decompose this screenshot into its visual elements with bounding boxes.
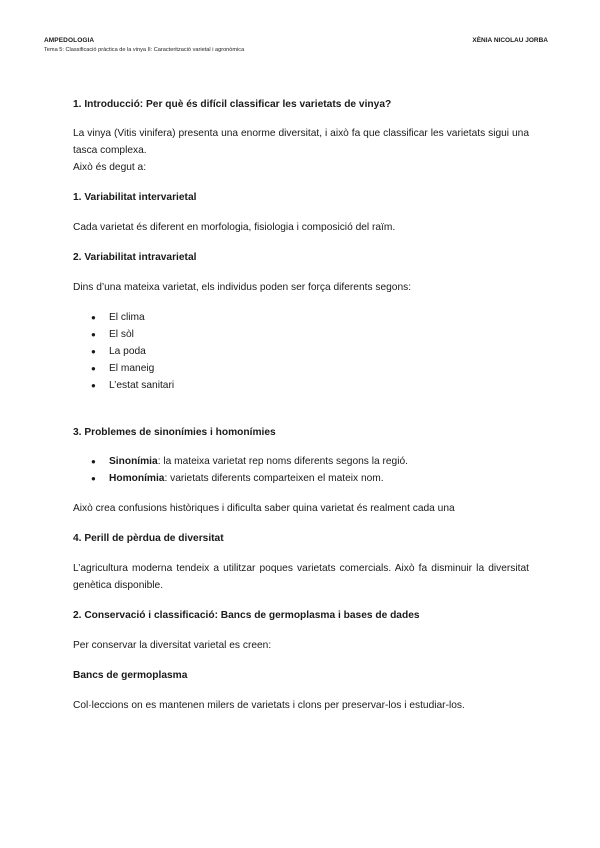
header-topic: Tema 5: Classificació pràctica de la vinya II: Caracterització varietal i agronòmica bbox=[44, 47, 245, 53]
header-subject: AMPEDOLOGIA bbox=[44, 37, 95, 44]
intro-due-to: Això és degut a: bbox=[73, 162, 147, 173]
conservation-intro: Per conservar la diversitat varietal es creen: bbox=[73, 640, 272, 651]
desc-sinonimia: : la mateixa varietat rep noms diferents segons la regió. bbox=[157, 456, 408, 467]
germoplasma-text: Col·leccions on es mantenen milers de varietats i clons per preservar-los i estudiar-los. bbox=[73, 700, 465, 711]
synonyms-heading: 3. Problemes de sinonímies i homonímies bbox=[73, 427, 276, 438]
synonyms-conclusion: Això crea confusions històriques i dificulta saber quina varietat és realment cada una bbox=[73, 503, 455, 514]
header-author: XÈNIA NICOLAU JORBA bbox=[472, 37, 548, 44]
term-sinonimia: Sinonímia bbox=[109, 456, 158, 467]
loss-heading: 4. Perill de pèrdua de diversitat bbox=[73, 533, 224, 544]
intro-paragraph: La vinya (Vitis vinifera) presenta una enorme diversitat, i això fa que classificar les varietats sigui una tasca complexa. bbox=[73, 128, 529, 156]
term-homonimia: Homonímia bbox=[109, 473, 165, 484]
document-body bbox=[73, 96, 529, 714]
intravarietal-heading: 2. Variabilitat intravarietal bbox=[73, 252, 197, 263]
desc-homonimia: : varietats diferents comparteixen el mateix nom. bbox=[164, 473, 384, 484]
list-item bbox=[91, 453, 529, 470]
synonyms-list bbox=[73, 453, 529, 487]
list-item: ● El maneig bbox=[91, 360, 529, 377]
intervarietal-heading: 1. Variabilitat intervarietal bbox=[73, 192, 197, 203]
germoplasma-subheading: Bancs de germoplasma bbox=[73, 670, 188, 681]
page-header bbox=[44, 37, 244, 53]
list-item: ● L’estat sanitari bbox=[91, 377, 529, 394]
list-item: ● La poda bbox=[91, 343, 529, 360]
intervarietal-text: Cada varietat és diferent en morfologia, fisiologia i composició del raïm. bbox=[73, 222, 396, 233]
intravarietal-list bbox=[73, 309, 529, 394]
list-item: ● El clima bbox=[91, 309, 529, 326]
list-item: ● El sòl bbox=[91, 326, 529, 343]
intravarietal-intro: Dins d’una mateixa varietat, els individus poden ser força diferents segons: bbox=[73, 282, 412, 293]
conservation-heading: 2. Conservació i classificació: Bancs de germoplasma i bases de dades bbox=[73, 610, 420, 621]
loss-text: L’agricultura moderna tendeix a utilitzar poques varietats comercials. Això fa disminuir la diversitat genètica disponible. bbox=[73, 563, 529, 591]
intro-heading: 1. Introducció: Per què és difícil classificar les varietats de vinya? bbox=[73, 99, 392, 110]
list-item bbox=[91, 470, 529, 487]
